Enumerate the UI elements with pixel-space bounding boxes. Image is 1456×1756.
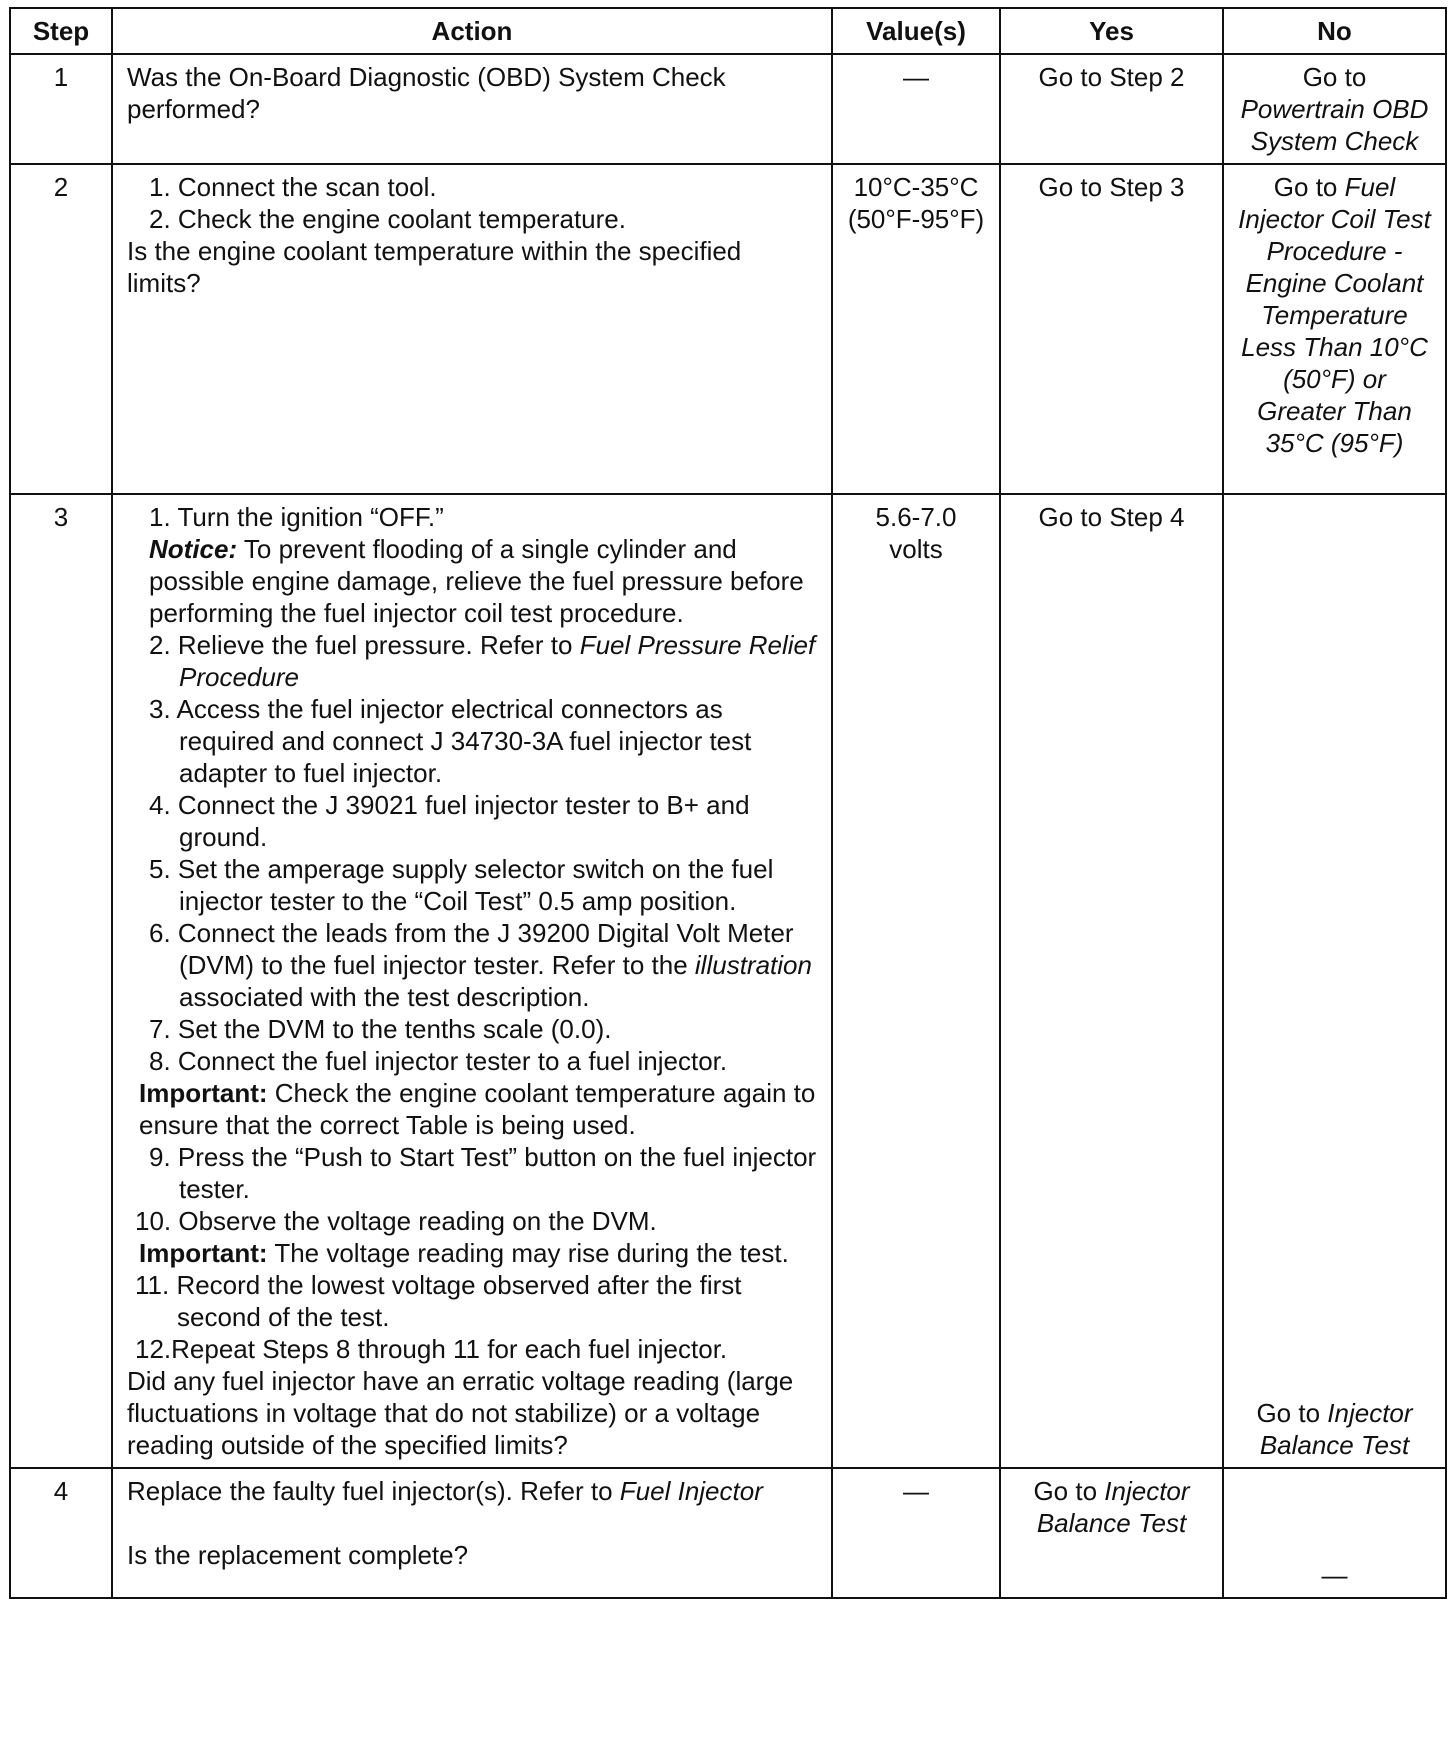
- value-celsius: 10°C-35°C: [853, 172, 979, 202]
- table-row-step-1: [10, 54, 1446, 164]
- action-question: Was the On-Board Diagnostic (OBD) System Check performed?: [127, 62, 726, 124]
- action-item-text: 2. Relieve the fuel pressure. Refer to: [149, 630, 573, 660]
- important-text: The voltage reading may rise during the test.: [274, 1238, 789, 1268]
- action-link: Fuel Injector: [619, 1476, 763, 1506]
- action-question: Did any fuel injector have an erratic voltage reading (large fluctuations in voltage that do not stabilize) or a voltage reading outside of the specified limits?: [127, 1366, 794, 1460]
- no-cell: [1223, 54, 1446, 164]
- action-cell: [112, 1468, 832, 1598]
- no-link: Fuel Injector Coil Test Procedure - Engine Coolant Temperature Less Than 10°C (50°F) or Greater Than 35°C (95°F): [1238, 172, 1431, 458]
- yes-cell: [1000, 1468, 1223, 1598]
- no-prefix: Go to: [1302, 62, 1367, 92]
- action-cell: [112, 164, 832, 494]
- table-row-step-4: [10, 1468, 1446, 1598]
- no-prefix: Go to: [1256, 1398, 1321, 1428]
- no-link: Powertrain OBD System Check: [1240, 94, 1429, 156]
- no-cell: [1223, 164, 1446, 494]
- header-row: [10, 8, 1446, 54]
- action-item: 8. Connect the fuel injector tester to a fuel injector.: [149, 1046, 728, 1076]
- action-cell: [112, 54, 832, 164]
- action-item: 10. Observe the voltage reading on the DVM.: [135, 1206, 657, 1236]
- step-number: 3: [10, 494, 112, 1468]
- important-label: Important:: [139, 1078, 268, 1108]
- step-number: 4: [10, 1468, 112, 1598]
- action-item: [127, 917, 817, 1013]
- action-item: 3. Access the fuel injector electrical connectors as required and connect J 34730-3A fuel injector test adapter to fuel injector.: [149, 694, 752, 788]
- yes-cell: Go to Step 4: [1000, 494, 1223, 1468]
- action-item: 9. Press the “Push to Start Test” button on the fuel injector tester.: [149, 1142, 817, 1204]
- action-item: 7. Set the DVM to the tenths scale (0.0).: [149, 1014, 612, 1044]
- step-number: 2: [10, 164, 112, 494]
- yes-prefix: Go to: [1033, 1476, 1098, 1506]
- important-note: [127, 1237, 817, 1269]
- step-number: 1: [10, 54, 112, 164]
- yes-link: Injector Balance Test: [1036, 1476, 1190, 1538]
- action-item: 11. Record the lowest voltage observed after the first second of the test.: [135, 1270, 742, 1332]
- action-item: 4. Connect the J 39021 fuel injector tester to B+ and ground.: [149, 790, 750, 852]
- header-no: No: [1223, 8, 1446, 54]
- header-yes: Yes: [1000, 8, 1223, 54]
- action-item: 12.Repeat Steps 8 through 11 for each fuel injector.: [135, 1334, 728, 1364]
- important-text: Check the engine coolant temperature again to ensure that the correct Table is being used.: [139, 1078, 816, 1140]
- header-step: Step: [10, 8, 112, 54]
- action-item-tail: associated with the test description.: [179, 982, 590, 1012]
- action-item: 1. Turn the ignition “OFF.”: [149, 502, 444, 532]
- header-values: Value(s): [832, 8, 1000, 54]
- action-item: 5. Set the amperage supply selector switch on the fuel injector tester to the “Coil Test” 0.5 amp position.: [149, 854, 774, 916]
- action-text: Replace the faulty fuel injector(s). Refer to: [127, 1476, 613, 1506]
- value-cell: [832, 164, 1000, 494]
- value-cell: —: [832, 54, 1000, 164]
- action-question: Is the replacement complete?: [127, 1540, 469, 1570]
- header-action: Action: [112, 8, 832, 54]
- table-row-step-2: [10, 164, 1446, 494]
- action-item-link: Fuel Pressure Relief Procedure: [179, 630, 816, 692]
- yes-cell: Go to Step 3: [1000, 164, 1223, 494]
- no-link: Injector Balance Test: [1259, 1398, 1413, 1460]
- action-item-link: illustration: [694, 950, 812, 980]
- action-item: 1. Connect the scan tool.: [149, 172, 437, 202]
- notice-label: Notice:: [149, 534, 238, 564]
- value-cell: —: [832, 1468, 1000, 1598]
- no-cell: [1223, 494, 1446, 1468]
- yes-cell: Go to Step 2: [1000, 54, 1223, 164]
- notice-text: To prevent flooding of a single cylinder and possible engine damage, relieve the fuel pressure before performing the fuel injector coil test procedure.: [149, 534, 804, 628]
- table-row-step-3: [10, 494, 1446, 1468]
- value-cell: 5.6-7.0 volts: [832, 494, 1000, 1468]
- no-cell: —: [1223, 1468, 1446, 1598]
- action-item: [127, 629, 817, 693]
- action-item-text: 6. Connect the leads from the J 39200 Digital Volt Meter (DVM) to the fuel injector tester. Refer to the: [149, 918, 794, 980]
- no-prefix: Go to: [1273, 172, 1338, 202]
- important-note: [127, 1077, 817, 1141]
- notice: [127, 533, 817, 629]
- action-item: 2. Check the engine coolant temperature.: [149, 204, 626, 234]
- action-question: Is the engine coolant temperature within the specified limits?: [127, 236, 742, 298]
- action-cell: [112, 494, 832, 1468]
- action-text-line: [127, 1475, 817, 1507]
- diagnostic-table: [9, 7, 1447, 1599]
- important-label: Important:: [139, 1238, 268, 1268]
- value-fahrenheit: (50°F-95°F): [847, 204, 985, 234]
